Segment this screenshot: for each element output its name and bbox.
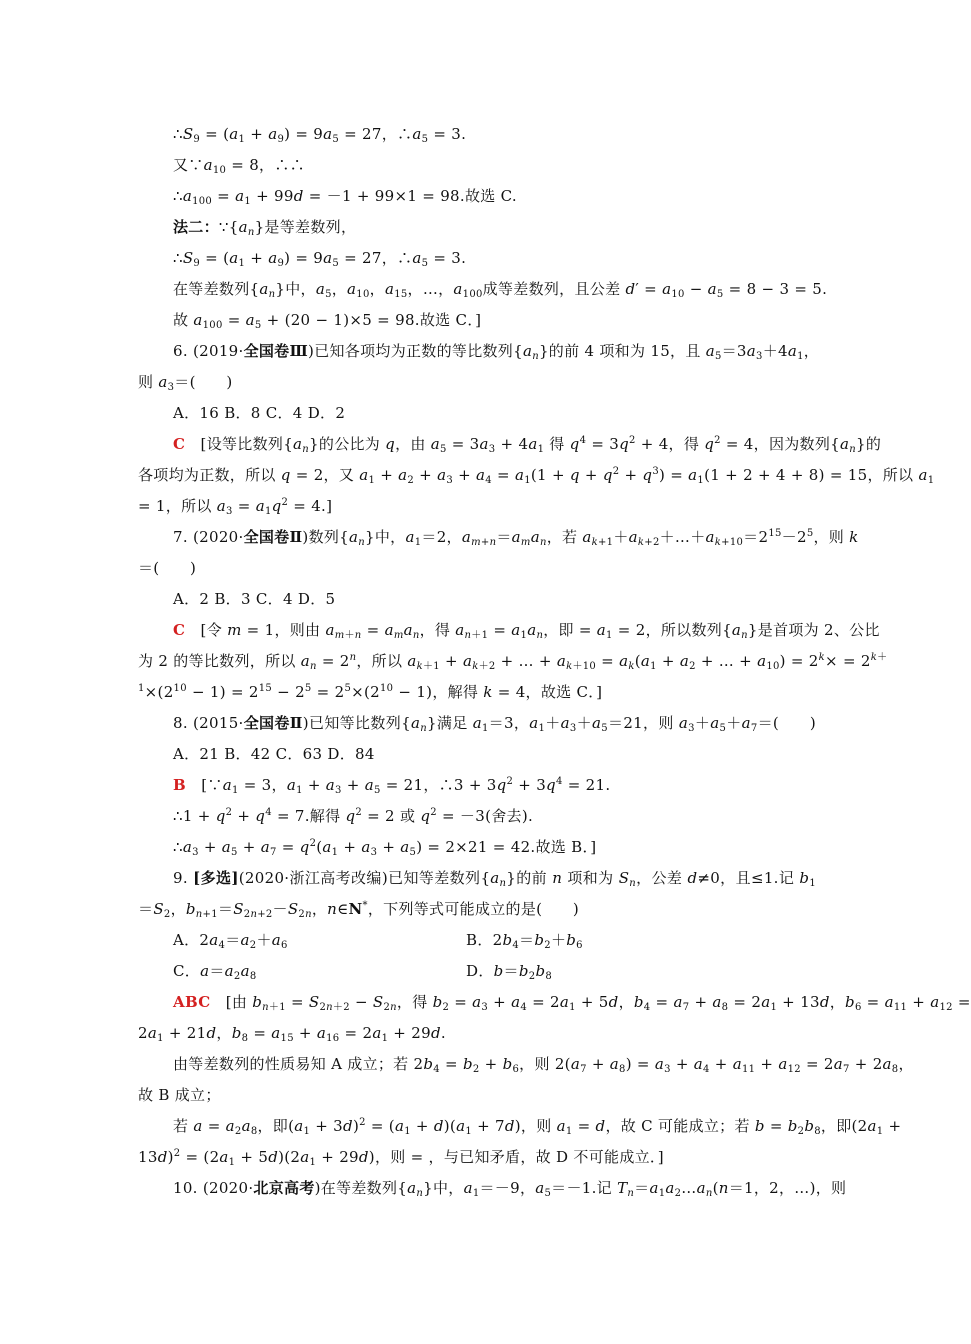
text-line: ∴1 + $q^2 + q^4 = 7$.解得 $q^2 = 2$ 或 $q^2 = -3$(舍去). xyxy=(173,807,534,825)
question-9-line: 9. [多选](2020·浙江高考改编)已知等差数列$\{a_n\}$的前 n 项和为 $S_n$，公差 d≠0，且≤1.记 $b_1$ xyxy=(173,869,816,889)
text-line: $13d)^2 = (2a_1 + 5d)(2a_1 + 29d)$，则 = ，与已知矛盾，故 D 不可能成立．] xyxy=(138,1148,664,1168)
options-line: C．$a=a_2a_8$ D．$b=b_2b_8$ xyxy=(173,962,553,982)
text-line: 则 $a_3=$( ) xyxy=(138,373,233,393)
text-line: 若 $a = a_2a_8$，即$(a_1 + 3d)^2 = (a_1 + d)(a_1 + 7d)$，则 $a_1 = d$，故 C 可能成立；若 $b = b_2b_8$，即($2a_1$ + xyxy=(173,1117,902,1137)
text-line: = 1，所以 $a_3 = a_1q^2 = 4$.] xyxy=(138,497,333,517)
question-6-line: 6. (2019·全国卷Ⅲ)已知各项均为正数的等比数列$\{a_n\}$的前 4 项和为 15，且 $a_5=3a_3+4a_1$， xyxy=(173,342,820,362)
text-line: $2a_1 + 21d$，$b_8 = a_{15} + a_{16} = 2a_1 + 29d$. xyxy=(138,1024,446,1044)
text-line: 为 2 的等比数列，所以 $a_n = 2^n$，所以 $a_{k+1} + a_{k+2}$ + … + $a_{k+10} = a_k(a_1 + a_2$ + … + $a_{10}) = 2^k\times = 2^{k+}$ xyxy=(138,652,888,672)
text-line: 由等差数列的性质易知 A 成立；若 $2b_4 = b_2 + b_6$，则 $2(a_7 + a_8) = a_3 + a_4 + a_{11} + a_{12} = 2a_7 + 2a_8$， xyxy=(173,1055,914,1075)
options-line: A．21 B．42 C．63 D．84 xyxy=(173,745,375,763)
text-line: 各项均为正数，所以 q = 2，又 $a_1 + a_2 + a_3 + a_4 = a_1(1 + q + q^2 + q^3) = a_1(1 + 2 + 4 + 8) = 15$，所以 $a_1$ xyxy=(138,466,935,486)
options-line: A．16 B．8 C．4 D．2 xyxy=(173,404,346,422)
text-line: 又$\because a_{10} = 8$，∴∴ xyxy=(173,156,305,176)
text-line: $\therefore S_9 = (a_1 + a_9) = 9a_5 = 27$，$\therefore a_5 = 3$. xyxy=(173,125,467,145)
text-line: $\therefore S_9 = (a_1 + a_9) = 9a_5 = 27$，$\therefore a_5 = 3$. xyxy=(173,249,467,269)
text-line: ＝( ) xyxy=(138,559,197,577)
question-7-line: 7. (2020·全国卷Ⅱ)数列$\{a_n\}$中，$a_1=2$，$a_{m+n}=a_ma_n$，若 $a_{k+1}+a_{k+2}+\dots+a_{k+10}=2^{15}-2^5$，则 k xyxy=(173,528,859,548)
text-line: $^1\times(2^{10} - 1) = 2^{15} - 2^5 = 2^5\times(2^{10} - 1)$，解得 k = 4，故选 C．] xyxy=(138,683,603,701)
text-line: 故 B 成立； xyxy=(138,1086,221,1104)
options-line: A．$2a_4=a_2+a_6$ B．$2b_4=b_2+b_6$ xyxy=(173,931,583,951)
text-line: $\therefore a_{100} = a_1 + 99d = -1 + 99\times 1 = 98$.故选 C. xyxy=(173,187,517,207)
text-line: 法二：$\because\{a_n\}$是等差数列， xyxy=(173,218,357,238)
question-8-line: 8. (2015·全国卷Ⅱ)已知等比数列$\{a_n\}$满足 $a_1=3$，$a_1+a_3+a_5=21$，则 $a_3+a_5+a_7=$( ) xyxy=(173,714,816,734)
text-line: $\therefore a_3 + a_5 + a_7 = q^2(a_1 + a_3 + a_5) = 2\times 21 = 42$.故选 B．] xyxy=(173,838,597,858)
text-line: 在等差数列$\{a_n\}$中，$a_5$，$a_{10}$，$a_{15}$，…，$a_{100}$成等差数列，且公差 $d' = a_{10} - a_5 = 8 - 3 = 5$. xyxy=(173,280,828,300)
options-line: A．2 B．3 C．4 D．5 xyxy=(173,590,336,608)
answer-line: C [设等比数列$\{a_n\}$的公比为 q，由 $a_5 = 3a_3 + 4a_1$ 得 $q^4 = 3q^2 + 4$，得 $q^2 = 4$，因为数列$\{a_n\}$的 xyxy=(173,435,882,455)
text-line: $=S_2$，$b_{n+1}=S_{2n+2}-S_{2n}$，n∈N*，下列等式可能成立的是( ) xyxy=(138,900,580,920)
question-10-line: 10. (2020·北京高考)在等差数列$\{a_n\}$中，$a_1=-9$，$a_5=-1$.记 $T_n=a_1a_2\dots a_n(n=1$，2，…)，则 xyxy=(173,1179,847,1199)
answer-line: C [令 m = 1，则由 $a_{m+n} = a_ma_n$，得 $a_{n+1} = a_1a_n$，即 = $a_1 = 2$，所以数列$\{a_n\}$是首项为 2、公比 xyxy=(173,621,880,641)
answer-line: ABC [由 $b_{n+1} = S_{2n+2} - S_{2n}$，得 $b_2 = a_3 + a_4 = 2a_1 + 5d$，$b_4 = a_7 + a_8 = 2a_1 + 13d$，$b_6 = a_{11} + a_{12}$ = xyxy=(173,993,971,1013)
answer-line: B [$\because a_1 = 3$，$a_1 + a_3 + a_5 = 21$，∴3 + $3q^2 + 3q^4 = 21$. xyxy=(173,776,611,796)
text-line: 故 $a_{100} = a_5 + (20 - 1)\times 5 = 98$.故选 C．] xyxy=(173,311,482,331)
